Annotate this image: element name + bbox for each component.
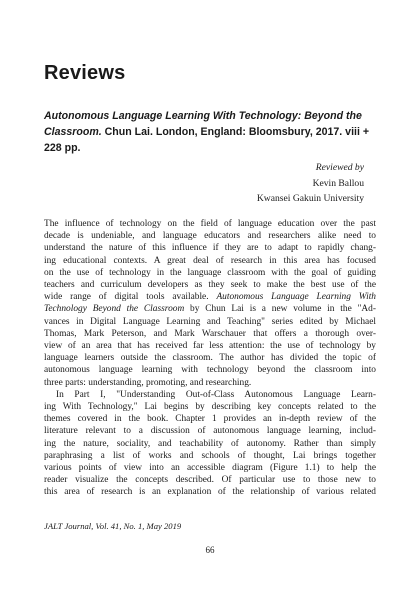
body-line: themes covered in the book. Chapter 1 provides an in-depth review of the [44,414,376,425]
book-title: Autonomous Language Learning With Technology: Beyond the Classroom. [44,110,362,138]
body-line: language learners outside the classroom. The author has divided the topic of [44,353,376,364]
book-details: Chun Lai. London, England: Bloomsbury, 2017. viii + 228 pp. [44,126,370,154]
book-title-inline: Technology Beyond the Classroom [44,304,185,315]
body-line: view of an area that has received far less attention: the use of technology by [44,341,376,352]
body-line-part: by Chun Lai is a new volume in the "Ad- [184,304,376,315]
journal-footer: JALT Journal, Vol. 41, No. 1, May 2019 [44,521,182,531]
body-line: reader visualize the concepts described. Of particular use to those new to [44,475,376,486]
book-title-inline: Autonomous Language Learning With [216,292,376,303]
body-line: three parts: understanding, promoting, and researching. [44,377,252,388]
body-line: The influence of technology on the field of language education over the past [44,219,376,229]
body-line [44,303,376,315]
body-line: Thomas, Mark Peterson, and Mark Warschauer that offers a thorough over- [44,328,376,339]
body-line [44,291,376,303]
body-line: understand the nature of this influence if they are to adapt to rapidly chang- [44,243,376,254]
reviewer-block [257,160,364,207]
reviewed-by-label: Reviewed by [315,162,364,173]
body-line: various points of view into an accessible diagram (Figure 1.1) to help the [44,463,376,474]
review-body [44,218,376,499]
body-line: decade is undeniable, and language educators and researchers alike need to [44,231,376,242]
body-line: literature relevant to a discussion of autonomous language learning, includ- [44,426,376,437]
book-citation [44,108,376,156]
body-line: paraphrasing a list of works and schools of thought, Lai brings together [44,450,376,461]
body-line: ing With Technology," Lai begins by describing key concepts related to the [44,402,376,413]
body-line: autonomous language learning with technology beyond the classroom into [44,365,376,376]
body-line: In Part I, "Understanding Out-of-Class Autonomous Language Learn- [56,389,376,400]
body-line: vances in Digital Language Learning and Teaching" series edited by Michael [44,316,376,327]
body-line: this area of research is an explanation of the relationship of various related [44,487,376,498]
page-number: 66 [205,545,215,555]
section-title: Reviews [44,62,126,84]
reviewer-affiliation: Kwansei Gakuin University [256,193,364,204]
body-line: teachers and curriculum developers as they seek to make the best use of the [44,280,376,291]
reviewer-name: Kevin Ballou [312,177,364,189]
body-line: ing educational contexts. A great deal of research in this area has focused [44,255,376,266]
body-line: ing the nature, sociality, and teachability of autonomy. Rather than simply [44,438,376,449]
body-line-part: wide range of digital tools available. [44,292,217,303]
body-line: on the use of technology in the language classroom with the goal of guiding [44,267,376,278]
